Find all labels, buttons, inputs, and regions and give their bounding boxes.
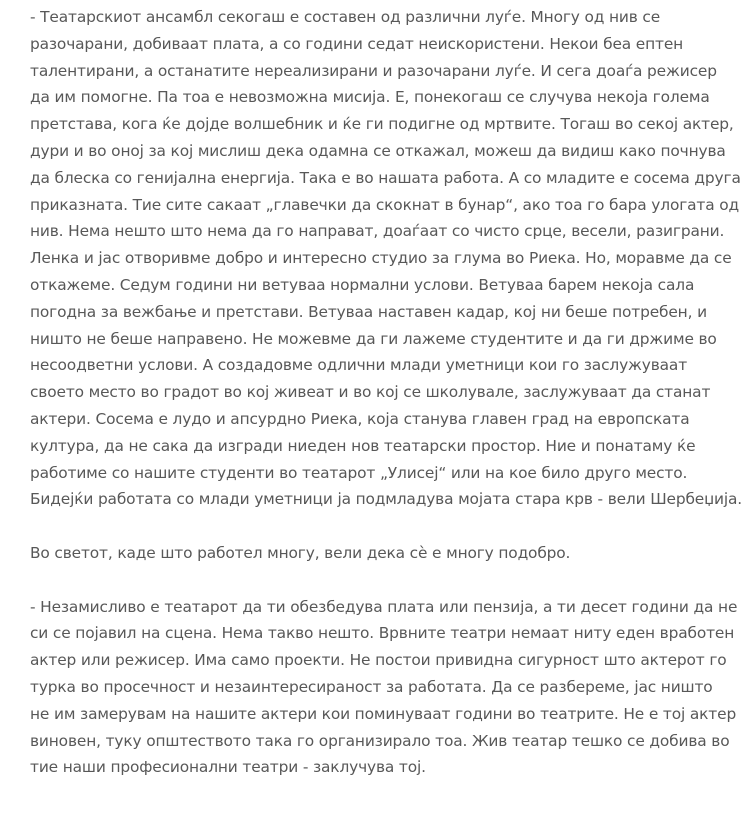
text-line: несоодветни услови. А создадовме одлични млади уметници кои го заслужуваат [30, 356, 688, 375]
text-line: не им замерувам на нашите актери кои поминуваат години во театрите. Не е тој актер [30, 704, 737, 723]
text-line: работиме со нашите студенти во театарот „Улисеј“ или на кое било друго место. [30, 463, 688, 482]
text-line: виновен, туку општеството така го организирало тоа. Жив театар тешко се добива во [30, 731, 730, 750]
text-line: - Театарскиот ансамбл секогаш е составен од различни луѓе. Многу од нив се [30, 8, 661, 26]
text-line: да блеска со генијална енергија. Така е во нашата работа. А со младите е сосема друга [30, 168, 741, 187]
text-line: актери. Сосема е лудо и апсурдно Риека, која станува главен град на европската [30, 409, 690, 428]
text-line: приказната. Тие сите сакаат „главечки да скокнат в бунар“, ако тоа го бара улогата од [30, 195, 740, 214]
text-line: откажеме. Седум години ни ветуваа нормални услови. Ветуваа барем некоја сала [30, 275, 695, 294]
text-line: разочарани, добиваат плата, а со години седат неискористени. Некои беа ептен [30, 34, 684, 53]
paragraph-3 [30, 594, 750, 782]
text-line: Ленка и јас отворивме добро и интересно студио за глума во Риека. Но, моравме да се [30, 249, 732, 268]
text-line: култура, да не сака да изгради ниеден нов театарски простор. Ние и понатаму ќе [30, 436, 696, 455]
text-line: своето место во градот во кој живеат и во кој се школувале, заслужуваат да станат [30, 383, 711, 402]
text-line: претстава, кога ќе дојде волшебник и ќе ги подигне од мртвите. Тогаш во секој актер, [30, 115, 734, 134]
text-line: Во светот, каде што работел многу, вели дека сѐ е многу подобро. [30, 543, 571, 562]
text-line: да им помогне. Па тоа е невозможна мисија. Е, понекогаш се случува некоја голема [30, 88, 710, 107]
text-line: турка во просечност и незаинтересираност за работата. Да се разбереме, јас ништо [30, 677, 713, 696]
text-line: талентирани, а останатите нереализирани и разочарани луѓе. И сега доаѓа режисер [30, 61, 717, 80]
text-line: Бидејќи работата со млади уметници ја подмладува мојата стара крв - вели Шербеџија. [30, 490, 743, 509]
text-line: ништо не беше направено. Не можевме да ги лажеме студентите и да ги држиме во [30, 329, 717, 348]
article-body [30, 4, 750, 781]
paragraph-1 [30, 4, 750, 513]
text-line: нив. Нема нешто што нема да го направат, доаѓаат со чисто срце, весели, разиграни. [30, 222, 725, 241]
text-line: погодна за вежбање и претстави. Ветуваа наставен кадар, кој ни беше потребен, и [30, 302, 707, 321]
paragraph-2 [30, 540, 750, 567]
text-line: актер или режисер. Има само проекти. Не постои привидна сигурност што актерот го [30, 651, 727, 670]
text-line: тие наши професионални театри - заклучува тој. [30, 758, 426, 777]
text-line: си се појавил на сцена. Нема такво нешто. Врвните театри немаат ниту еден вработен [30, 624, 735, 643]
text-line: - Незамисливо е театарот да ти обезбедува плата или пензија, а ти десет години да не [30, 597, 738, 616]
text-line: дури и во оној за кој мислиш дека одамна се откажал, можеш да видиш како почнува [30, 141, 726, 160]
